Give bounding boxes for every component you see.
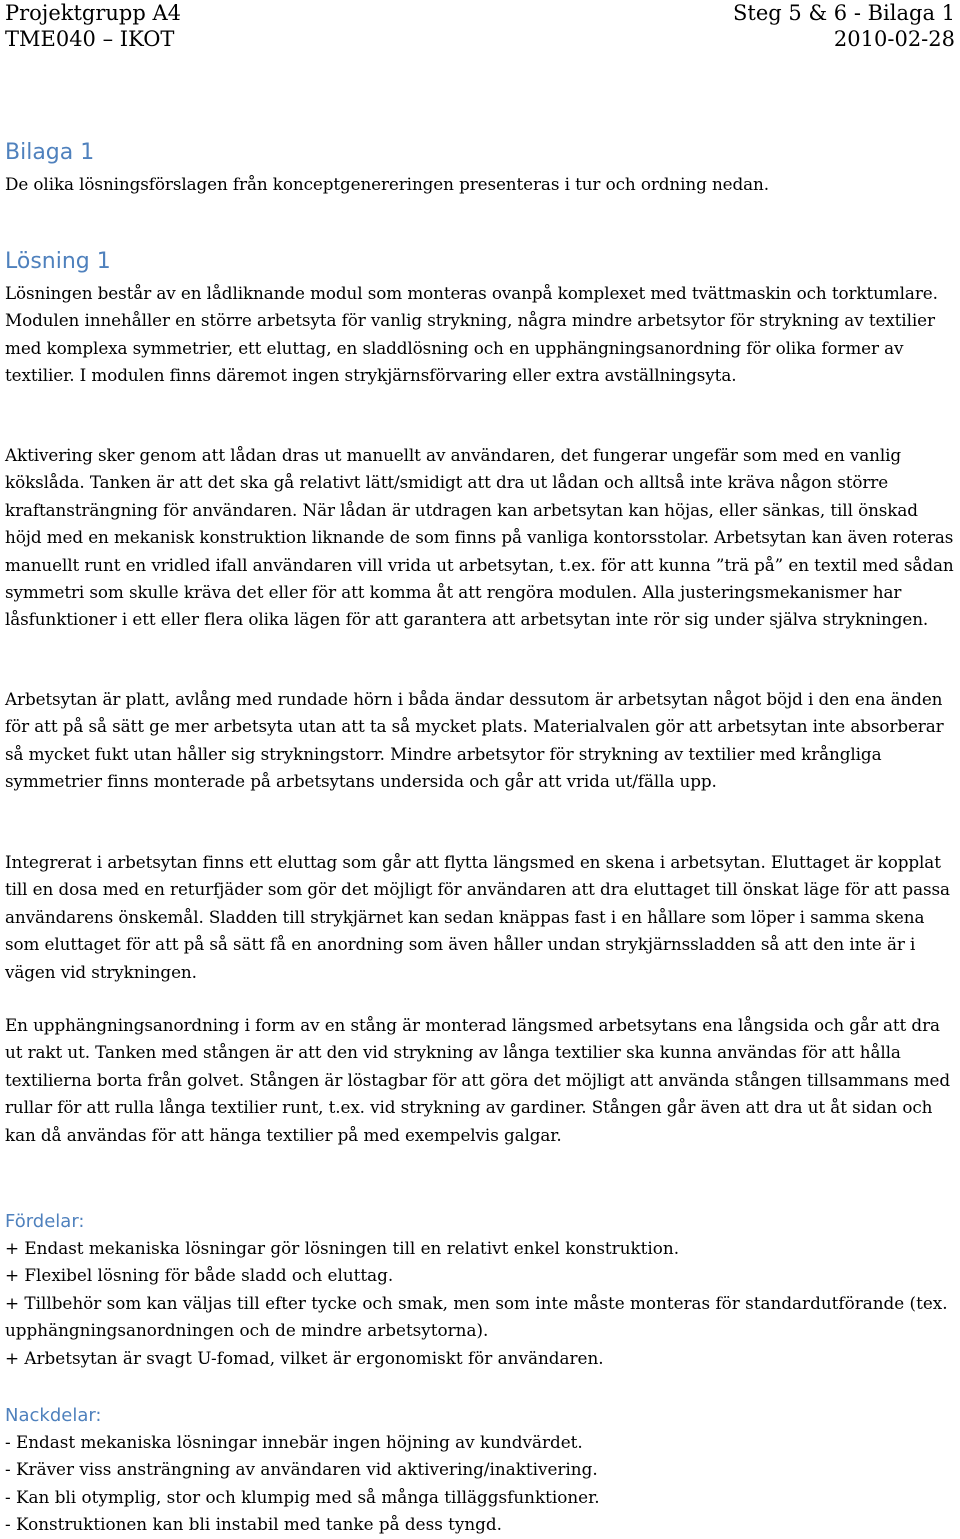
nackdelar-heading: Nackdelar:: [5, 1405, 102, 1426]
paragraph-4: Integrerat i arbetsytan finns ett eluttag som går att flytta längsmed en skena i arbetsytan. Eluttaget är kopplat till en dosa med en returfjäder som gör det möjligt för användaren att dra eluttaget till önskat läge för att passa användarens önskemål. Sladden till strykjärnet kan sedan knäppas fast i en hållare som löper i samma skena som eluttaget för att på så sätt få en anordning som även håller undan strykjärnssladden så att den inte är i vägen vid strykningen.: [5, 852, 950, 982]
list-item: + Flexibel lösning för både sladd och eluttag.: [5, 1265, 394, 1286]
list-item: - Konstruktionen kan bli instabil med tanke på dess tyngd.: [5, 1514, 502, 1535]
bilaga-intro: De olika lösningsförslagen från konceptgenereringen presenteras i tur och ordning nedan.: [5, 174, 769, 194]
list-item: - Kan bli otymplig, stor och klumpig med så många tilläggsfunktioner.: [5, 1486, 600, 1507]
losning-heading: Lösning 1: [5, 249, 111, 274]
date-label: 2010-02-28: [833, 27, 955, 51]
fordelar-list: [5, 1235, 955, 1372]
list-item: - Endast mekaniska lösningar innebär ingen höjning av kundvärdet.: [5, 1432, 583, 1452]
paragraph-5: En upphängningsanordning i form av en stång är monterad längsmed arbetsytans ena långsida och går att dra ut rakt ut. Tanken med stången är att den vid strykning av långa textilier ska kunna användas för att hålla textilierna borta från golvet. Stången är löstagbar för att göra det möjligt att använda stången tillsammans med rullar för att rulla långa textilier runt, t.ex. vid strykning av gardiner. Stången går även att dra ut åt sidan och kan då användas för att hänga textilier på med exempelvis galgar.: [5, 1015, 951, 1145]
step-label: Steg 5 & 6 - Bilaga 1: [733, 1, 955, 25]
list-item: - Kräver viss ansträngning av användaren vid aktivering/inaktivering.: [5, 1459, 598, 1480]
course-code-label: TME040 – IKOT: [5, 27, 175, 51]
list-item: + Arbetsytan är svagt U-fomad, vilket är ergonomiskt för användaren.: [5, 1347, 604, 1368]
paragraph-1: Lösningen består av en lådliknande modul som monteras ovanpå komplexet med tvättmaskin och torktumlare. Modulen innehåller en större arbetsyta för vanlig strykning, några mindre arbetsytor för strykning av textilier med komplexa symmetrier, ett eluttag, en sladdlösning och en upphängningsanordning för olika former av textilier. I modulen finns däremot ingen strykjärnsförvaring eller extra avställningsyta.: [5, 283, 938, 386]
paragraph-3: Arbetsytan är platt, avlång med rundade hörn i båda ändar dessutom är arbetsytan något böjd i den ena änden för att på så sätt ge mer arbetsyta utan att ta så mycket plats. Materialvalen gör att arbetsytan inte absorberar så mycket fukt utan håller sig strykningstorr. Mindre arbetsytor för strykning av textilier med krångliga symmetrier finns monterade på arbetsytans undersida och går att vrida ut/fälla upp.: [5, 689, 944, 792]
project-group-label: Projektgrupp A4: [5, 1, 182, 25]
fordelar-heading: Fördelar:: [5, 1211, 85, 1232]
paragraph-2: Aktivering sker genom att lådan dras ut manuellt av användaren, det fungerar ungefär som med en vanlig kökslåda. Tanken är att det ska gå relativt lätt/smidigt att dra ut lådan och alltså inte kräva någon större kraftansträngning för användaren. När lådan är utdragen kan arbetsytan kan höjas, eller sänkas, till önskad höjd med en mekanisk konstruktion liknande de som finns på vanliga kontorsstolar. Arbetsytan kan även roteras manuellt runt en vridled ifall användaren vill vrida ut arbetsytan, t.ex. för att kunna ”trä på” en textil med sådan symmetri som skulle kräva det eller för att komma åt att rengöra modulen. Alla justeringsmekanismer har låsfunktioner i ett eller flera olika lägen för att garantera att arbetsytan inte rör sig under själva strykningen.: [5, 445, 954, 630]
bilaga-heading: Bilaga 1: [5, 140, 95, 165]
list-item: + Tillbehör som kan väljas till efter tycke och smak, men som inte måste monteras för standardutförande (tex. upphängningsanordningen och de mindre arbetsytorna).: [5, 1292, 948, 1341]
nackdelar-list: [5, 1429, 955, 1539]
list-item: + Endast mekaniska lösningar gör lösningen till en relativt enkel konstruktion.: [5, 1238, 680, 1258]
